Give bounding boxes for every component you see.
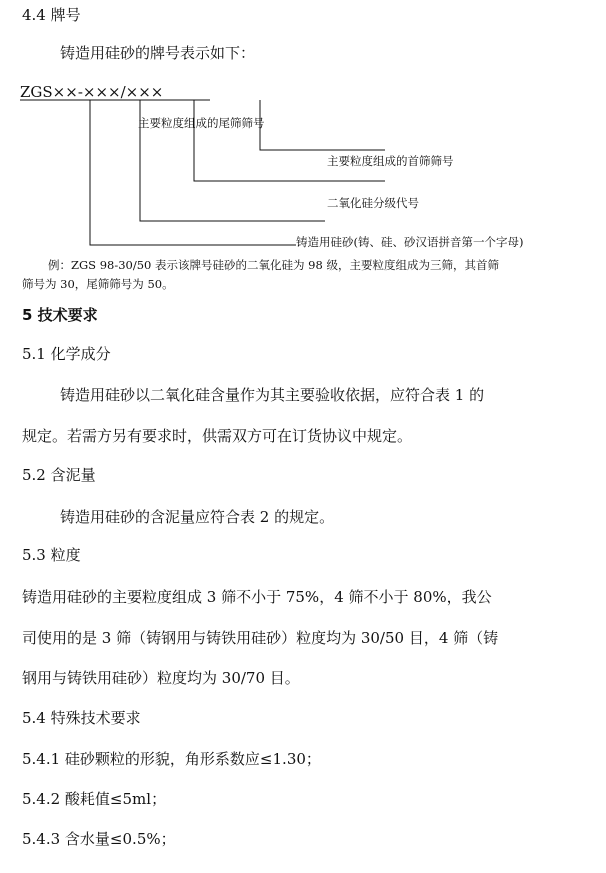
intro-text: 铸造用硅砂的牌号表示如下： [60, 44, 256, 62]
section-5-3-heading: 5.3 粒度 [22, 546, 81, 564]
para-5-2: 铸造用硅砂的含泥量应符合表 2 的规定。 [60, 508, 335, 526]
section-5-2-heading: 5.2 含泥量 [22, 466, 96, 484]
para-5-3-line-1: 铸造用硅砂的主要粒度组成 3 筛不小于 75%，4 筛不小于 80%，我公 [22, 588, 492, 606]
example-line-2: 筛号为 30，尾筛筛号为 50。 [22, 277, 174, 291]
section-5-heading: 5 技术要求 [22, 306, 98, 324]
para-5-3-line-2: 司使用的是 3 筛（铸钢用与铸铁用硅砂）粒度均为 30/50 目，4 筛（铸 [22, 629, 499, 647]
label-tail-sieve: 主要粒度组成的尾筛筛号 [138, 116, 265, 130]
para-5-3-line-3: 钢用与铸铁用硅砂）粒度均为 30/70 目。 [22, 669, 300, 687]
section-5-1-heading: 5.1 化学成分 [22, 345, 111, 363]
code-pattern: ZGS××-×××/××× [20, 83, 164, 101]
label-head-sieve: 主要粒度组成的首筛筛号 [327, 154, 454, 168]
tail-sieve-leader [260, 100, 385, 150]
example-line-1: 例：ZGS 98-30/50 表示该牌号硅砂的二氧化硅为 98 级，主要粒度组成为三筛，其首筛 [48, 258, 499, 272]
para-5-1-line-1: 铸造用硅砂以二氧化硅含量作为其主要验收依据，应符合表 1 的 [60, 386, 485, 404]
section-5-4-heading: 5.4 特殊技术要求 [22, 709, 141, 727]
para-5-1-line-2: 规定。若需方另有要求时，供需双方可在订货协议中规定。 [22, 427, 413, 445]
item-5-4-1: 5.4.1 硅砂颗粒的形貌，角形系数应≤1.30； [22, 750, 321, 768]
label-sio2-grade: 二氧化硅分级代号 [327, 196, 419, 210]
item-5-4-3: 5.4.3 含水量≤0.5%； [22, 830, 176, 848]
section-4-4-heading: 4.4 牌号 [22, 6, 81, 24]
item-5-4-2: 5.4.2 酸耗值≤5ml； [22, 790, 167, 808]
head-sieve-leader [194, 100, 385, 181]
label-zgs: 铸造用硅砂(铸、硅、砂汉语拼音第一个字母) [296, 235, 524, 249]
